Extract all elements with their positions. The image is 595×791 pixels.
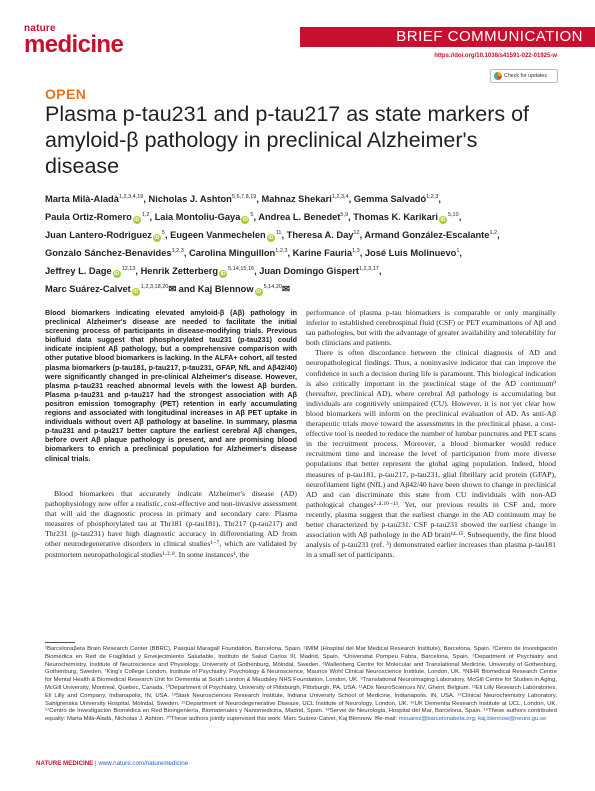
email-label: ✉e-mail:	[374, 716, 398, 723]
section-label: BRIEF COMMUNICATION	[396, 28, 583, 45]
body-paragraph: performance of plasma p-tau biomarkers is comparable or only marginally inferior to established cerebrospinal fluid (CSF) or PET examinations of Aβ and tau pathologies, but with the advantage of greater availability and tolerability for both clinicians and patients.	[306, 308, 556, 348]
abstract: Blood biomarkers indicating elevated amyloid-β (Aβ) pathology in preclinical Alzheimer's disease are needed to facilitate the initial screening process of participants in disease-modifying trials. Previous biofluid data suggest that phosphorylated tau231 (p-tau231) could indicate incipient Aβ pathology, but a comprehensive comparison with other putative blood biomarkers is lacking. In the ALFA+ cohort, all tested plasma biomarkers (p-tau181, p-tau217, p-tau231, GFAP, NfL and Aβ42/40) were significantly changed in pre-clinical Alzheimer's disease. However, plasma p-tau231 reached abnormal levels with the lowest Aβ burden. Plasma p-tau231 and p-tau217 had the strongest association with Aβ positron emission tomography (PET) retention in early accumulating regions and associated with longitudinal increases in Aβ PET uptake in individuals without overt Aβ pathology at baseline. In summary, plasma p-tau231 and p-tau217 better capture the earliest cerebral Aβ changes, before overt Aβ plaque pathology is present, and are promising blood biomarkers to enrich a preclinical population for Alzheimer's disease clinical trials.	[45, 308, 297, 463]
body-column-1	[45, 489, 297, 560]
check-updates-label: Check for updates	[504, 73, 547, 79]
section-banner	[300, 27, 595, 47]
body-column-2	[306, 308, 556, 560]
affiliations: ¹Barcelonaβeta Brain Research Center (BBRC), Pasqual Maragall Foundation, Barcelona, Spain. ²IMIM (Hospital del Mar Medical Research Institute), Barcelona, Spain. ³Centro de Investigación Biomédica en Red de Fragilidad y Envejecimiento Saludable, Instituto de Salud Carlos III, Madrid, Spain. ⁴Universitat Pompeu Fabra, Barcelona, Spain. ⁵Department of Psychiatry and Neurochemistry, Institute of Neuroscience and Physiology, University of Gothenburg, Mölndal, Sweden. ⁶Wallenberg Centre for Molecular and Translational Medicine, University of Gothenburg, Gothenburg, Sweden. ⁷King's College London, Institute of Psychiatry, Psychology & Neuroscience, Maurice Wohl Clinical Neuroscience Institute, London, UK. ⁸NIHR Biomedical Research Centre for Mental Health & Biomedical Research Unit for Dementia at South London & Maudsley NHS Foundation, London, UK. ⁹Translational Neuroimaging Laboratory, McGill Centre for Studies in Aging, McGill University, Montreal, Quebec, Canada. ¹⁰Department of Psychiatry, University of Pittsburgh, Pittsburgh, PA, USA. ¹¹ADx NeuroSciences NV, Ghent, Belgium. ¹²Eli Lilly Research Laboratories, Eli Lilly and Company, Indianapolis, IN, USA. ¹³Stark Neurosciences Research Institute, Indiana University School of Medicine, Indianapolis, IN, USA. ¹⁴Clinical Neurochemistry Laboratory, Sahlgrenska University Hospital, Mölndal, Sweden. ¹⁵Department of Neurodegenerative Disease, UCL Institute of Neurology, London, UK. ¹⁶UK Dementia Research Institute at UCL, London, UK. ¹⁷Centro de Investigación Biomédica en Red Bioingeniería, Biomateriales y Nanomedicina, Madrid, Spain. ¹⁸Servei de Neurologia, Hospital del Mar, Barcelona, Spain. ¹⁹These authors contributed equally: Marta Milà-Aladà, Nicholas J. Ashton. ²⁰These authors jointly supervised this work: Marc Suárez-Calvet, Kaj Blennow. ✉e-mail: msuarez@barcelonabeta.org; kaj.blennow@neuro.gu.se	[45, 646, 557, 723]
body-paragraph: Blood biomarkers that accurately indicate Alzheimer's disease (AD) pathophysiology now offer a realistic, cost-effective and non-invasive assessment that will aid the diagnostic process in primary and secondary care. Plasma measures of phosphorylated tau at Thr181 (p-tau181), Thr217 (p-tau217) and Thr231 (p-tau231) have high diagnostic accuracy in differentiating AD from other neurodegenerative disorders in clinical studies¹⁻⁷, which are validated by postmortem neuropathological studies¹·²·⁸. In some instances¹, the	[45, 489, 297, 559]
orcid-icon[interactable]: iD	[134, 217, 140, 224]
orcid-icon[interactable]: iD	[440, 217, 446, 224]
email-link[interactable]: msuarez@barcelonabeta.org	[398, 716, 475, 723]
doi-link[interactable]: https://doi.org/10.1038/s41591-022-01925-w	[434, 53, 557, 59]
orcid-icon[interactable]: iD	[268, 235, 274, 242]
body-paragraph: There is often discordance between the clinical diagnosis of AD and neuropathological findings. Thus, a noninvasive indicator that can improve the confidence in such a decision during life is paramount. This biological indication is also critically important in the preclinical stage of the AD continuum⁹ (hereafter, preclinical AD), where cerebral Aβ pathology is accumulating but individuals are cognitively unimpaired (CU). However, it is not yet clear how blood biomarkers will inform on the preclinical evaluation of AD. As anti-Aβ therapeutic trials move toward the assessments in the preclinical phase, a cost-effective tool is needed to reduce the number of lumbar punctures and PET scans in the recruitment process. Moreover, a blood biomarker would reduce recruitment time and increase the level of participation from more diverse populations that better represent the global aging population. Indeed, blood measures of p-tau181, p-tau217, p-tau231, glial fibrillary acid protein (GFAP), neurofilament light (NfL) and Aβ42/40 have been shown to change in preclinical AD and can discriminate this state from CU individuals with non-AD pathological changes²·⁴·¹⁰⁻¹³. Yet, our previous results in CSF and, more recently, plasma suggest that the earliest change in the AD continuum may be better characterized by p-tau231. CSF p-tau231 showed the earliest change in association with Aβ pathology in the AD brain¹⁴·¹⁵. Subsequently, the first blood analysis of p-tau231 (ref. ³) demonstrated earlier increases than plasma p-tau181 in a small set of participants.	[306, 348, 556, 560]
affiliation-text: ¹Barcelonaβeta Brain Research Center (BBRC), Pasqual Maragall Foundation, Barcelona, Spain. ²IMIM (Hospital del Mar Medical Research Institute), Barcelona, Spain. ³Centro de Investigación Biomédica en Red de Fragilidad y Envejecimiento Saludable, Instituto de Salud Carlos III, Madrid, Spain. ⁴Universitat Pompeu Fabra, Barcelona, Spain. ⁵Department of Psychiatry and Neurochemistry, Institute of Neuroscience and Physiology, University of Gothenburg, Mölndal, Sweden. ⁶Wallenberg Centre for Molecular and Translational Medicine, University of Gothenburg, Gothenburg, Sweden. ⁷King's College London, Institute of Psychiatry, Psychology & Neuroscience, Maurice Wohl Clinical Neuroscience Institute, London, UK. ⁸NIHR Biomedical Research Centre for Mental Health & Biomedical Research Unit for Dementia at South London & Maudsley NHS Foundation, London, UK. ⁹Translational Neuroimaging Laboratory, McGill Centre for Studies in Aging, McGill University, Montreal, Quebec, Canada. ¹⁰Department of Psychiatry, University of Pittsburgh, Pittsburgh, PA, USA. ¹¹ADx NeuroSciences NV, Ghent, Belgium. ¹²Eli Lilly Research Laboratories, Eli Lilly and Company, Indianapolis, IN, USA. ¹³Stark Neurosciences Research Institute, Indiana University School of Medicine, Indianapolis, IN, USA. ¹⁴Clinical Neurochemistry Laboratory, Sahlgrenska University Hospital, Mölndal, Sweden. ¹⁵Department of Neurodegenerative Disease, UCL Institute of Neurology, London, UK. ¹⁶UK Dementia Research Institute at UCL, London, UK. ¹⁷Centro de Investigación Biomédica en Red Bioingeniería, Biomateriales y Nanomedicina, Madrid, Spain. ¹⁸Servei de Neurologia, Hospital del Mar, Barcelona, Spain. ¹⁹These authors contributed equally: Marta Milà-Aladà, Nicholas J. Ashton. ²⁰These authors jointly supervised this work: Marc Suárez-Calvet, Kaj Blennow.	[45, 646, 557, 723]
footnote-divider	[45, 642, 75, 643]
page-footer: NATURE MEDICINE | www.nature.com/naturemedicine	[36, 760, 189, 767]
logo-line1: nature	[24, 23, 56, 34]
orcid-icon[interactable]: iD	[154, 235, 160, 242]
author-list: Marta Milà-Aladà$^{1,2,3,4,19}$, Nicholas J. Ashton$^{5,6,7,8,19}$, Mahnaz Shekari$^{1,2,3,4}$, Gemma Salvadó$^{1,2,3}$, Paula Ortiz-Romero iD$^{1,2}$, Laia Montoliu-Gaya $iD^5$, Andrea L. Benedet$^{5,9}$, Thomas K. Karikari iD$^{5,10}$, Juan Lantero-Rodriguez $iD^5$, Eugeen Vanmechelen $iD^{11}$, Theresa A. Day$^{12}$, Armand González-Escalante$^{1,2}$, Gonzalo Sánchez-Benavides$^{1,2,3}$, Carolina Minguillon$^{1,2,3}$, Karine Fauria$^{1,3}$, José Luis Molinuevo$^1$, Jeffrey L. Dage iD$^{12,13}$, Henrik Zetterberg iD$^{5,14,15,16}$, Juan Domingo Gispert$^{1,2,3,17}$, Marc Suárez-Calvet iD$^{1,2,3,18,20}$✉ and Kaj Blennow iD$^{5,14,20}$✉	[45, 194, 500, 296]
orcid-icon[interactable]: iD	[220, 271, 226, 278]
check-updates-button[interactable]	[490, 69, 558, 83]
journal-logo	[24, 24, 123, 56]
email-link[interactable]: kaj.blennow@neuro.gu.se	[478, 716, 547, 723]
orcid-icon[interactable]: iD	[242, 217, 248, 224]
footer-url[interactable]: www.nature.com/naturemedicine	[98, 760, 189, 767]
footer-journal: NATURE MEDICINE	[36, 760, 94, 767]
open-access-label: OPEN	[45, 86, 87, 102]
orcid-icon[interactable]: iD	[256, 289, 262, 296]
article-title: Plasma p-tau231 and p-tau217 as state markers of amyloid-β pathology in preclinical Alzheimer's disease	[45, 102, 530, 178]
orcid-icon[interactable]: iD	[133, 289, 139, 296]
logo-line2: medicine	[24, 31, 124, 58]
orcid-icon[interactable]: iD	[114, 271, 120, 278]
crossmark-icon	[494, 72, 502, 80]
